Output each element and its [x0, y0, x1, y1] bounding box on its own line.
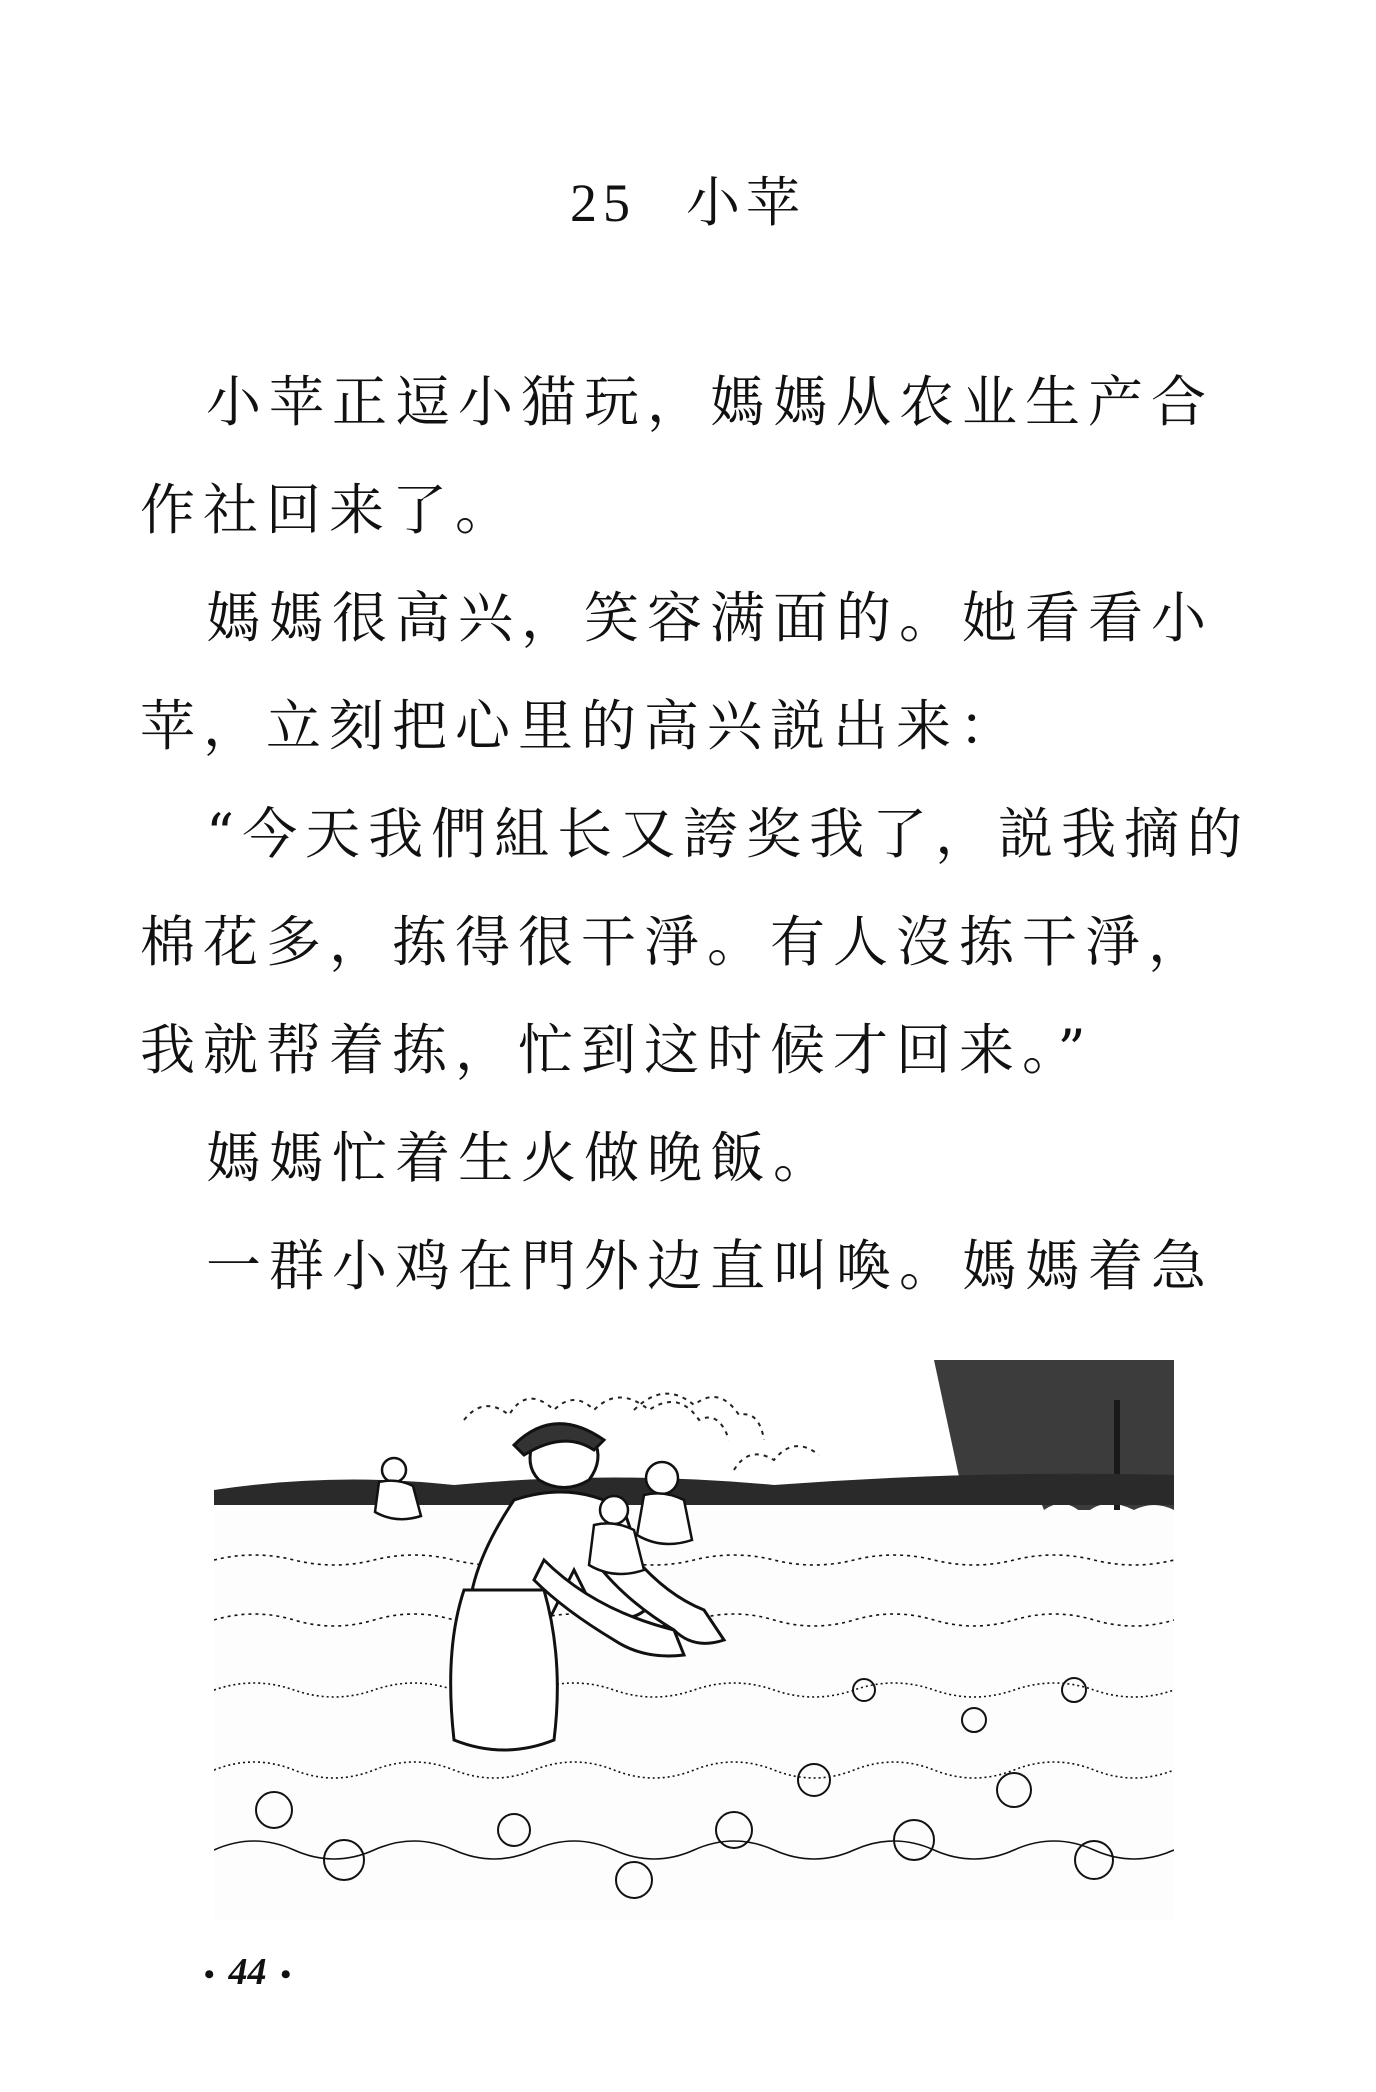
- cotton-field-illustration: [214, 1360, 1174, 1920]
- clouds: [464, 1394, 819, 1470]
- paragraph-4: 媽媽忙着生火做晚飯。: [206, 1126, 837, 1190]
- paragraph-5: 一群小鸡在門外边直叫喚。媽媽着急: [206, 1234, 1215, 1298]
- paragraph-3: “今天我們組长又誇奖我了，説我摘的棉花多，拣得很干淨。有人沒拣干淨，我就帮着拣，忙到这时候才回来。”: [140, 802, 1251, 1082]
- story-text: [140, 348, 1260, 1320]
- chapter-number: 25: [570, 173, 636, 233]
- paragraph-2: 媽媽很高兴，笑容满面的。她看看小苹，立刻把心里的高兴説出来：: [140, 586, 1215, 758]
- chapter-name: 小苹: [686, 173, 806, 233]
- chapter-title: [0, 160, 1376, 237]
- page-number: • 44 •: [204, 1951, 292, 1993]
- horizon: [214, 1474, 1174, 1505]
- field: [214, 1510, 1174, 1920]
- page-number-value: 44: [228, 1951, 267, 1993]
- paragraph-1: 小苹正逗小猫玩，媽媽从农业生产合作社回来了。: [140, 370, 1215, 542]
